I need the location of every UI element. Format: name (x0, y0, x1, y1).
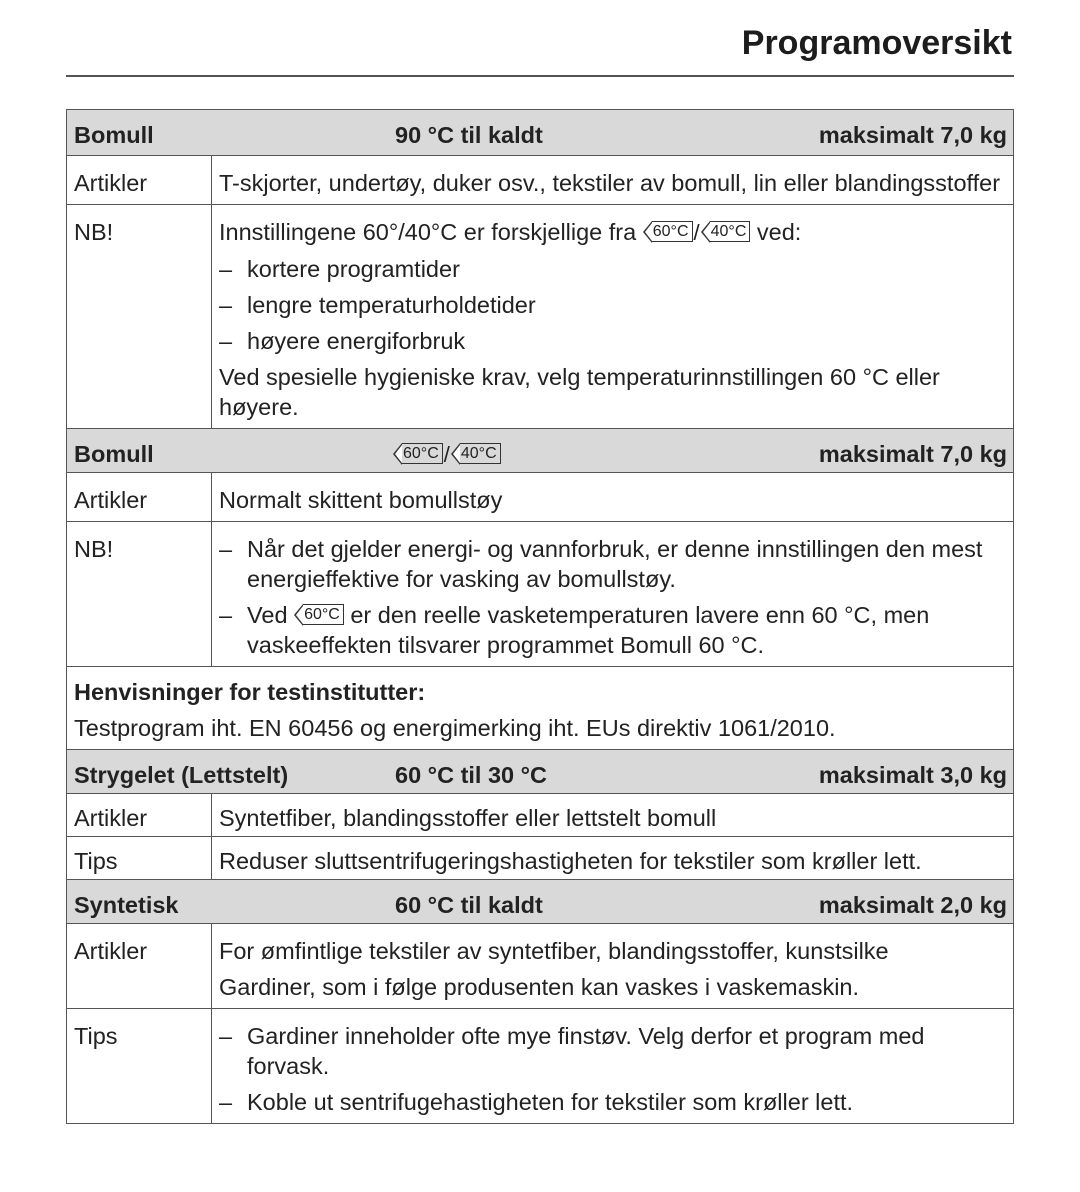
program-max-load: maksimalt 3,0 kg (818, 762, 1007, 788)
program-max-load: maksimalt 7,0 kg (818, 441, 1007, 467)
nb-intro-end: ved: (756, 219, 802, 245)
program-table (66, 109, 1014, 1124)
row-label: Artikler (67, 473, 212, 521)
program-name: Strygelet (Lettstelt) (74, 762, 289, 788)
table-row (67, 204, 1013, 428)
temp-60-symbol: 60°C (643, 221, 693, 243)
row-label: Tips (67, 1009, 212, 1123)
table-row (67, 793, 1013, 836)
table-row (67, 521, 1013, 666)
list-item: – Gardiner inneholder ofte mye finstøv. Velg derfor et program med forvask. (219, 1023, 925, 1079)
list-item: – kortere programtider (219, 256, 460, 282)
table-row (67, 472, 1013, 521)
row-content (212, 1009, 1013, 1123)
row-content: Syntetfiber, blandingsstoffer eller lettstelt bomull (219, 805, 717, 831)
table-row (67, 1008, 1013, 1123)
row-label: Artikler (67, 794, 212, 836)
nb-intro: Innstillingene 60°/40°C er forskjellige fra (219, 219, 637, 245)
row-content: T-skjorter, undertøy, duker osv., tekstiler av bomull, lin eller blandingsstoffer (219, 170, 1001, 196)
note-text: Testprogram iht. EN 60456 og energimerking iht. EUs direktiv 1061/2010. (74, 715, 836, 741)
program-name: Bomull (74, 122, 154, 148)
row-content: Reduser sluttsentrifugeringshastigheten for tekstiler som krøller lett. (219, 848, 922, 874)
row-label: Artikler (67, 924, 212, 1008)
list-item: – høyere energiforbruk (219, 328, 466, 354)
list-item: – lengre temperaturholdetider (219, 292, 536, 318)
note-heading: Henvisninger for testinstitutter: (74, 679, 426, 705)
row-content (212, 522, 1013, 666)
program-name: Bomull (74, 441, 154, 467)
temp-40-symbol: 40°C (451, 443, 501, 465)
list-item: – Når det gjelder energi- og vannforbruk, er denne innstillingen den mest energieffektive for vasking av bomullstøy. (219, 536, 983, 592)
title-divider (66, 75, 1014, 77)
program-name: Syntetisk (74, 892, 179, 918)
temp-60-symbol: 60°C (393, 443, 443, 465)
program-temperature: 60 °C til 30 °C (395, 762, 548, 788)
list-item: – Koble ut sentrifugehastigheten for tekstiler som krøller lett. (219, 1089, 854, 1115)
program-header-bomull-90 (67, 110, 1013, 155)
temp-40-symbol: 40°C (701, 221, 751, 243)
temp-60-symbol: 60°C (294, 604, 344, 626)
nb-outro: Ved spesielle hygieniske krav, velg temperaturinnstillingen 60 °C eller høyere. (219, 364, 940, 420)
program-temperature: 60 °C til kaldt (395, 892, 543, 918)
row-label: Artikler (67, 156, 212, 204)
program-header-strygelet (67, 749, 1013, 793)
page-title: Programoversikt (741, 24, 1012, 62)
program-temperature: 90 °C til kaldt (395, 122, 543, 148)
program-max-load: maksimalt 7,0 kg (818, 122, 1007, 148)
program-max-load: maksimalt 2,0 kg (818, 892, 1007, 918)
row-content: Normalt skittent bomullstøy (219, 487, 503, 513)
test-institute-note (67, 666, 1013, 749)
row-label: NB! (67, 205, 212, 428)
table-row (67, 836, 1013, 879)
program-temperature-symbols: 60°C / 40°C (393, 439, 501, 470)
program-header-syntetisk (67, 879, 1013, 923)
row-content: For ømfintlige tekstiler av syntetfiber, blandingsstoffer, kunstsilke Gardiner, som i følge produsenten kan vaskes i vaskemaskin. (219, 938, 889, 1000)
row-label: Tips (67, 837, 212, 879)
table-row (67, 923, 1013, 1008)
list-item: – Ved 60°C er den reelle vasketemperaturen lavere enn 60 °C, men vaskeeffekten tilsvarer programmet Bomull 60 °C. (219, 602, 930, 658)
program-header-bomull-eco (67, 428, 1013, 472)
table-row (67, 155, 1013, 204)
row-content: Innstillingene 60°/40°C er forskjellige fra 60°C / 40°C ved: – kortere programtider – lengre temperaturholdetider – høyere energiforbruk Ved spesielle hygieniske krav, velg temperaturinnstillingen 60 °C eller høyere. (212, 205, 1013, 428)
row-label: NB! (67, 522, 212, 666)
